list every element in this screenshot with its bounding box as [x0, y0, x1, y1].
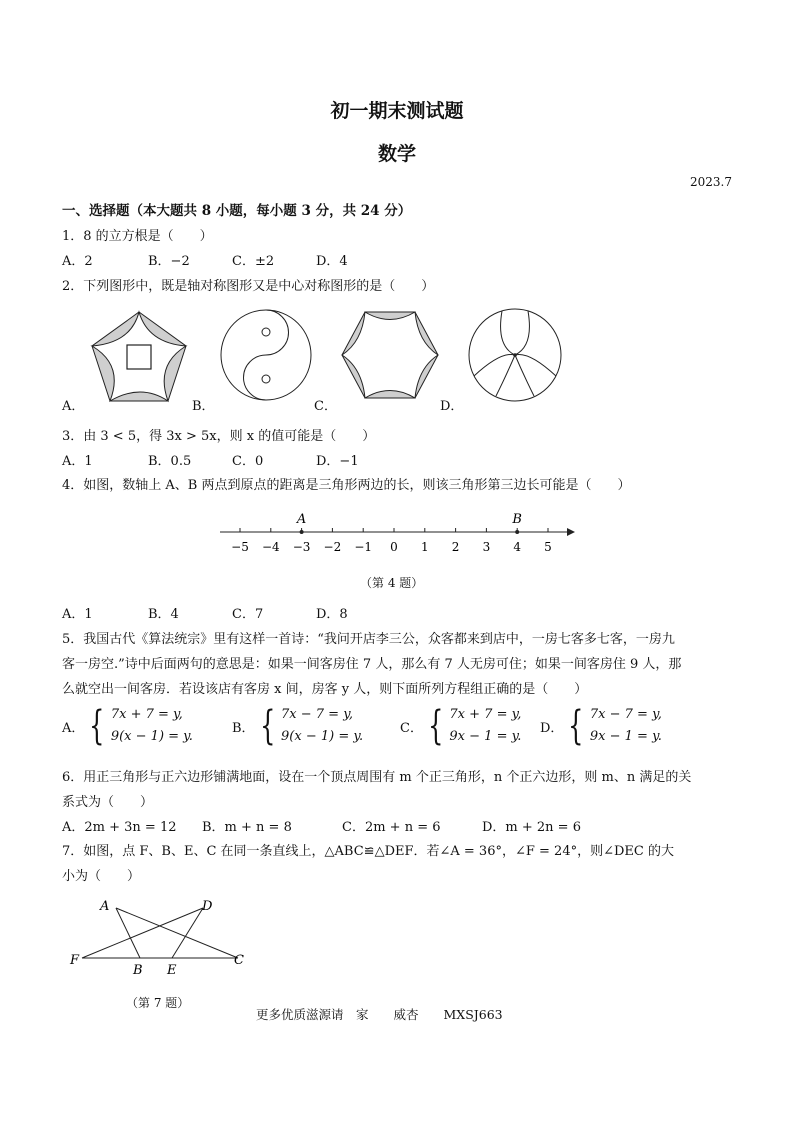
q6-option-c: C．2m + n = 6 [342, 820, 441, 835]
brace-icon: { [568, 703, 584, 749]
q7-triangle-figure [66, 894, 256, 980]
point-b-label: B [512, 512, 522, 527]
tick-label: 0 [390, 540, 398, 554]
q5-option-c-eq2: 9x − 1 = y. [449, 729, 522, 744]
label-e: E [167, 963, 177, 978]
subject-title: 数学 [377, 143, 416, 165]
q5-stem-line3: 么就空出一间客房．若设该店有客房 x 间，房客 y 人，则下面所列方程组正确的是（ ） [62, 682, 588, 697]
label-a: A [100, 899, 110, 914]
q5-stem-line1: 5．我国古代《算法统宗》里有这样一首诗：“我问开店李三公，众客都来到店中，一房七客多七客，一房九 [62, 632, 675, 647]
q3-option-a: A．1 [62, 454, 93, 469]
q7-stem-line2: 小为（ ） [62, 869, 141, 884]
label-c: C [234, 953, 244, 968]
q2-option-a: A． [62, 399, 85, 414]
brace-icon: { [259, 703, 275, 749]
q6-option-b: B．m + n = 8 [202, 820, 292, 835]
q5-option-d-label: D． [540, 720, 564, 736]
tick-label: −5 [231, 540, 249, 554]
q5-option-c-eq1: 7x + 7 = y, [449, 707, 522, 722]
figure-hexagon [340, 309, 440, 401]
q4-option-c: C．7 [232, 607, 264, 622]
page-title: 初一期末测试题 [330, 100, 464, 122]
q5-option-d-eq2: 9x − 1 = y. [589, 729, 662, 744]
tick-label: −3 [292, 540, 311, 554]
q5-option-a [62, 704, 193, 748]
q6-option-a: A．2m + 3n = 12 [62, 820, 177, 835]
q4-option-b: B．4 [148, 607, 179, 622]
q5-option-a-label: A． [62, 720, 85, 736]
point-b [515, 530, 519, 534]
point-a-label: A [296, 512, 307, 527]
q5-option-d-eq1: 7x − 7 = y, [589, 707, 662, 722]
figure-yin-yang [218, 307, 314, 403]
q7-caption: （第 7 题） [126, 996, 190, 1010]
tick-label: −1 [354, 540, 373, 554]
q4-option-a: A．1 [62, 607, 93, 622]
q3-option-c: C．0 [232, 454, 264, 469]
section-heading: 一、选择题（本大题共 8 小题，每小题 3 分，共 24 分） [62, 203, 412, 219]
tick-label: −2 [323, 540, 342, 554]
q5-option-b-label: B． [232, 720, 255, 736]
q3-stem: 3．由 3 < 5，得 3x > 5x，则 x 的值可能是（ ） [62, 429, 376, 444]
q1-option-c: C．±2 [232, 254, 275, 269]
q4-stem: 4．如图，数轴上 A、B 两点到原点的距离是三角形两边的长，则该三角形第三边长可能是（ ） [62, 478, 631, 493]
brace-icon: { [89, 703, 105, 749]
q1-stem: 1．8 的立方根是（ ） [62, 229, 213, 244]
q6-option-d: D．m + 2n = 6 [482, 820, 581, 835]
q4-option-d: D．8 [316, 607, 348, 622]
q5-option-b-eq2: 9(x − 1) = y. [281, 729, 364, 744]
number-line [215, 508, 580, 558]
q5-option-b-eq1: 7x − 7 = y, [281, 707, 353, 722]
q2-option-b: B． [192, 399, 215, 414]
tick-label: 3 [482, 540, 491, 554]
tick-label: 1 [420, 540, 429, 554]
label-b: B [133, 963, 143, 978]
q3-option-d: D．−1 [316, 454, 359, 469]
q2-option-d: D． [440, 399, 464, 414]
q1-option-b: B．−2 [148, 254, 190, 269]
q5-stem-line2: 客一房空.”诗中后面两句的意思是：如果一间客房住 7 人，那么有 7 人无房可住；如果一间客房住 9 人，那 [62, 657, 682, 672]
q6-stem-line1: 6．用正三角形与正六边形铺满地面，设在一个顶点周围有 m 个正三角形，n 个正六边形，则 m、n 满足的关 [62, 770, 692, 785]
q5-option-c-label: C． [400, 720, 423, 736]
brace-icon: { [428, 703, 444, 749]
label-d: D [202, 899, 213, 914]
tick-label: 2 [451, 540, 460, 554]
tick-label: 4 [513, 540, 522, 554]
tick-label: 5 [544, 540, 552, 554]
footer-note: 更多优质滋源请 家 威杏 MXSJ663 [256, 1007, 503, 1022]
q5-option-d [540, 704, 662, 748]
q5-option-a-eq2: 9(x − 1) = y. [110, 729, 193, 744]
q5-option-a-eq1: 7x + 7 = y, [110, 707, 183, 722]
q5-option-c [400, 704, 521, 748]
q2-option-c: C． [314, 399, 337, 414]
q3-option-b: B．0.5 [148, 454, 192, 469]
exam-date: 2023.7 [690, 175, 732, 189]
label-f: F [70, 953, 80, 968]
q6-stem-line2: 系式为（ ） [62, 795, 154, 810]
q2-stem: 2．下列图形中，既是轴对称图形又是中心对称图形的是（ ） [62, 279, 435, 294]
q1-option-a: A．2 [62, 254, 93, 269]
point-a [300, 530, 304, 534]
figure-pentagon [86, 306, 192, 408]
q1-option-d: D．4 [316, 254, 348, 269]
tick-label: −4 [261, 540, 280, 554]
figure-circle-arcs [466, 306, 564, 404]
q5-option-b [232, 704, 363, 748]
q7-stem-line1: 7．如图，点 F、B、E、C 在同一条直线上，△ABC≌△DEF．若∠A = 36°，∠F = 24°，则∠DEC 的大 [62, 844, 674, 859]
q4-caption: （第 4 题） [360, 576, 424, 590]
